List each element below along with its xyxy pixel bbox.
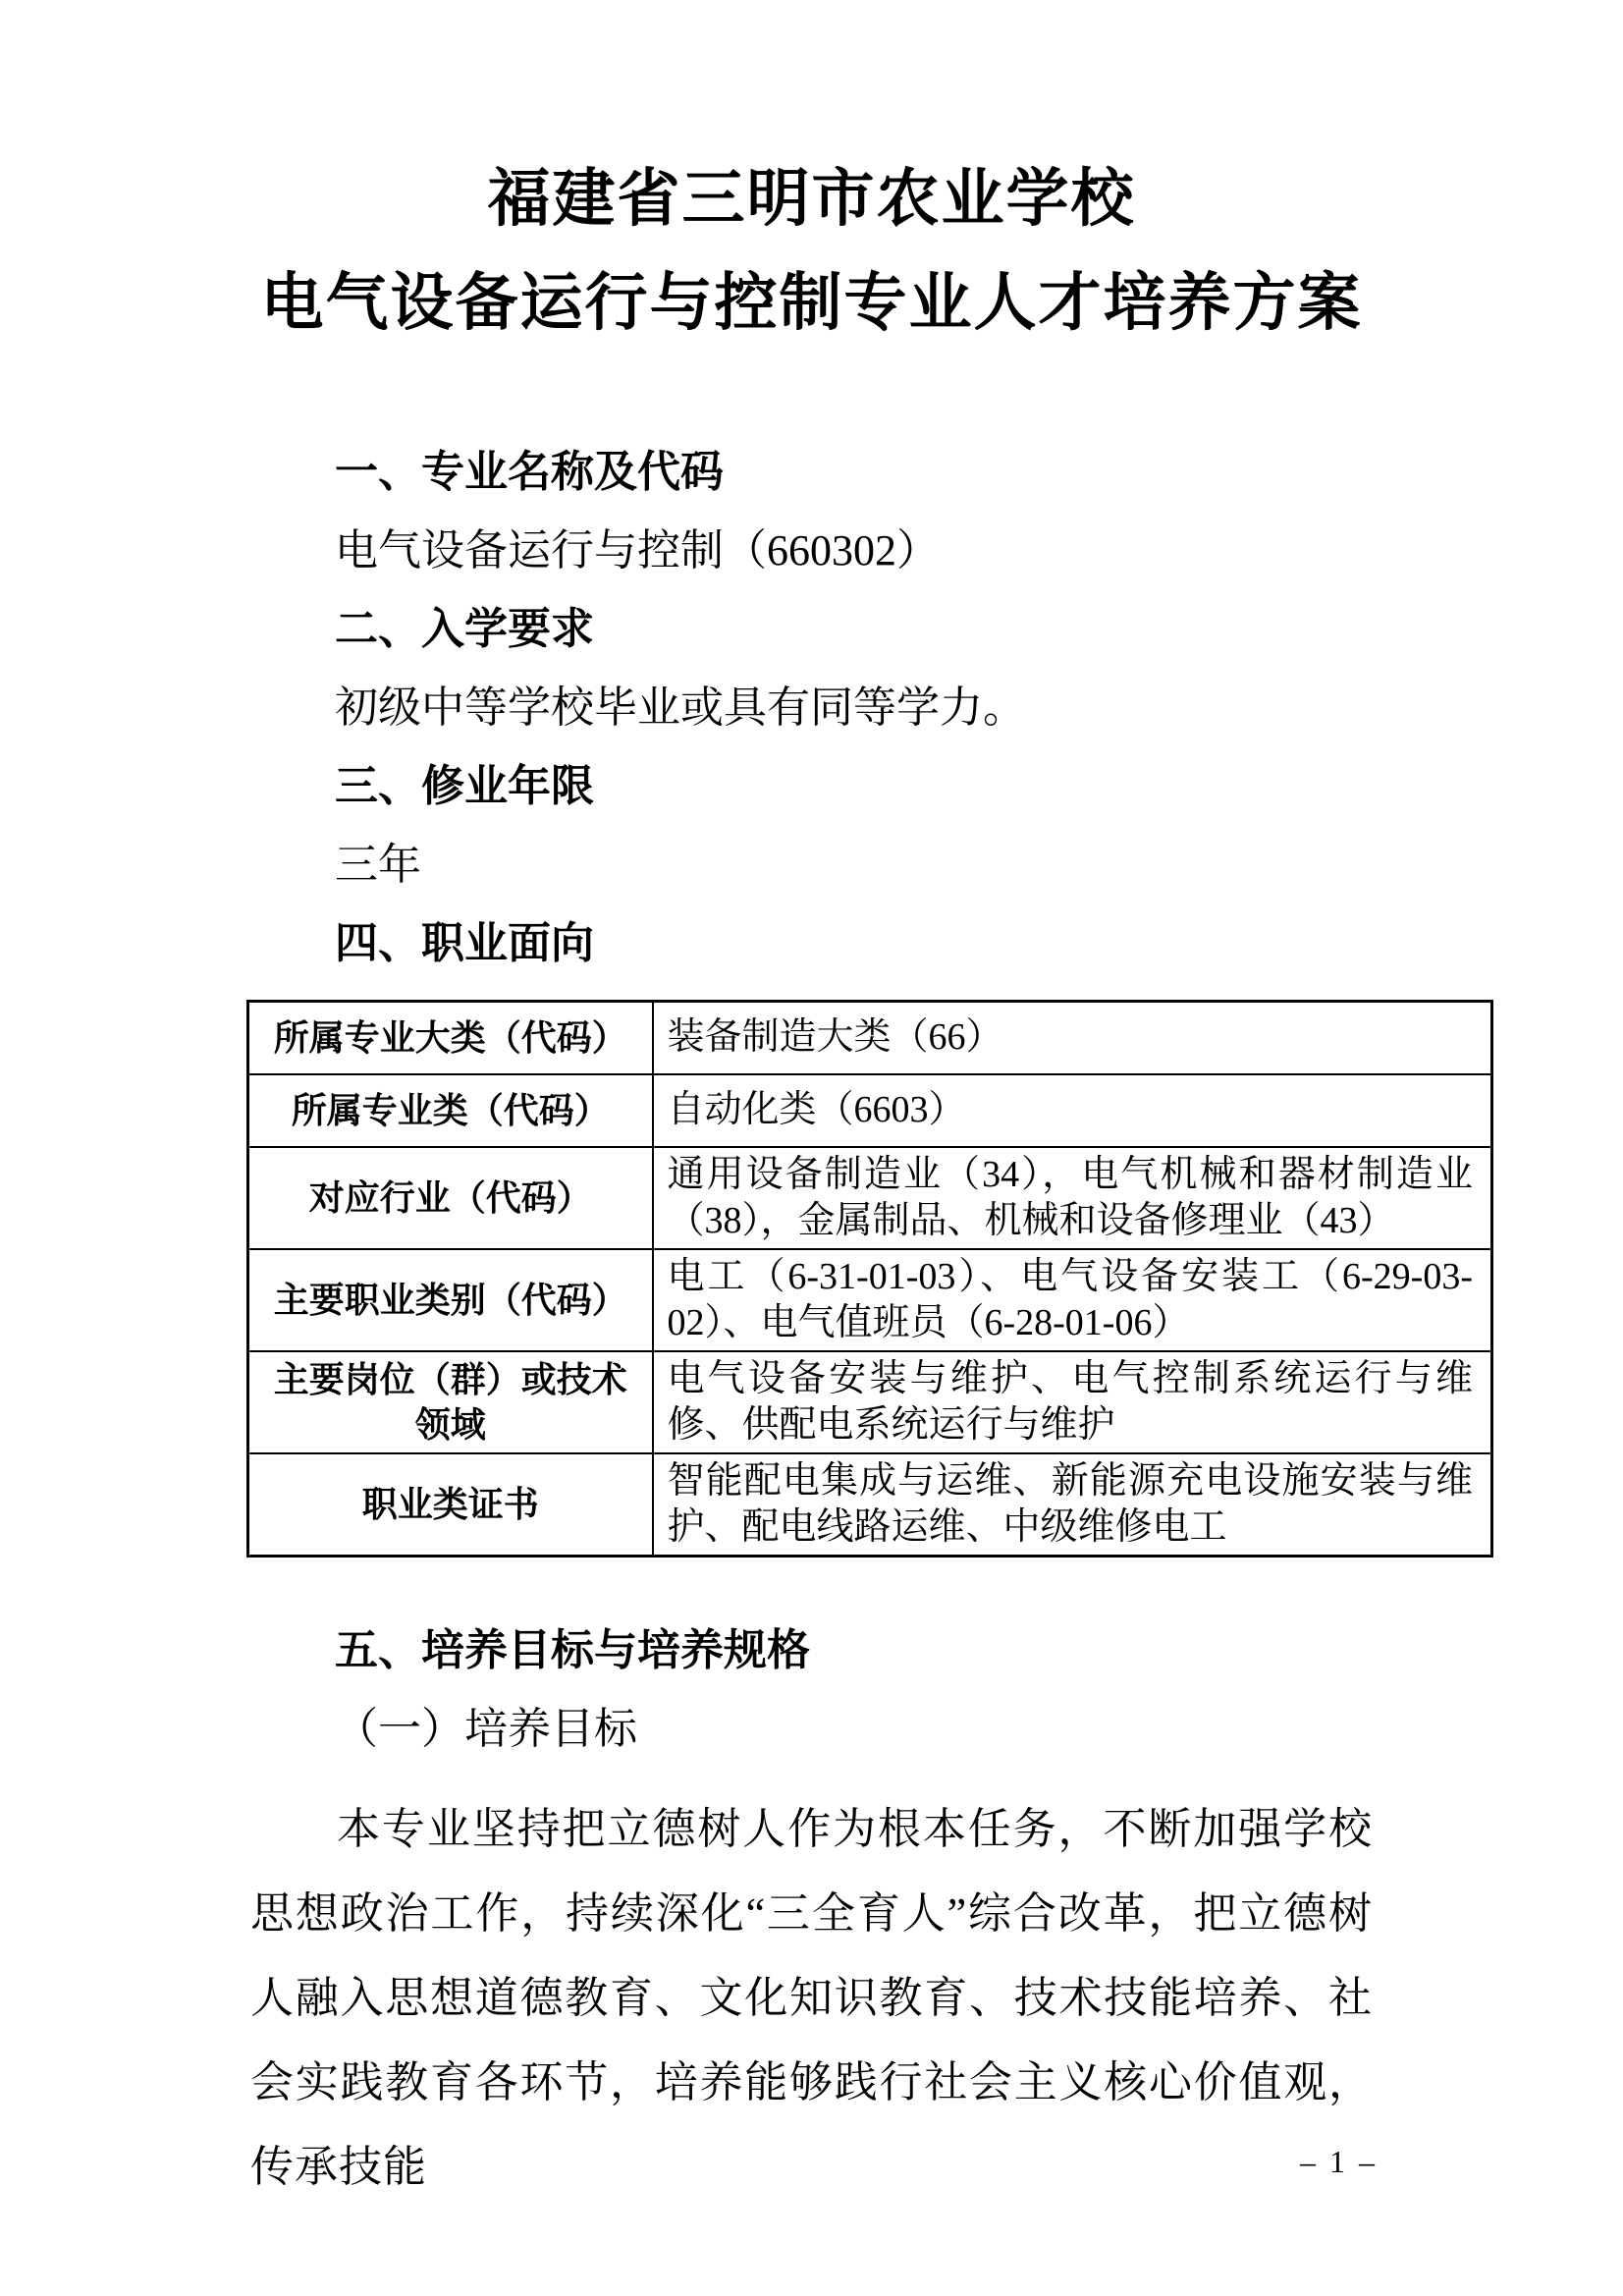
section-heading-3: 三、修业年限	[335, 762, 594, 810]
career-orientation-table	[246, 1000, 1493, 1558]
table-row	[248, 1453, 1492, 1557]
section-heading-5: 五、培养目标与培养规格	[335, 1625, 810, 1674]
row-label-cell: 职业类证书	[248, 1453, 653, 1557]
section-heading-2: 二、入学要求	[335, 605, 594, 653]
row-value-cell: 电气设备安装与维护、电气控制系统运行与维修、供配电系统运行与维护	[653, 1351, 1492, 1453]
row-label-cell: 对应行业（代码）	[248, 1147, 653, 1249]
table-row	[248, 1249, 1492, 1351]
row-value-cell: 自动化类（6603）	[653, 1074, 1492, 1147]
row-label-cell: 所属专业类（代码）	[248, 1074, 653, 1147]
section-body-3: 三年	[335, 841, 421, 889]
table-row	[248, 1351, 1492, 1453]
row-label-cell: 主要岗位（群）或技术领域	[248, 1351, 653, 1453]
title-line-2: 电气设备运行与控制专业人才培养方案	[260, 268, 1363, 338]
training-objective-paragraph: 本专业坚持把立德树人作为根本任务，不断加强学校思想政治工作，持续深化“三全育人”综合改革，把立德树人融入思想道德教育、文化知识教育、技术技能培养、社会实践教育各环节，培养能够践行社会主义核心价值观，传承技能	[250, 1804, 1373, 2191]
section-heading-4: 四、职业面向	[335, 919, 594, 967]
row-value-cell: 智能配电集成与运维、新能源充电设施安装与维护、配电线路运维、中级维修电工	[653, 1453, 1492, 1557]
subsection-heading-training-objective: （一）培养目标	[335, 1704, 637, 1753]
row-value-cell: 电工（6-31-01-03）、电气设备安装工（6-29-03-02）、电气值班员（6-28-01-06）	[653, 1249, 1492, 1351]
table-row	[248, 1074, 1492, 1147]
section-body-1: 电气设备运行与控制（660302）	[335, 526, 940, 574]
section-heading-1: 一、专业名称及代码	[335, 448, 724, 496]
title-line-1: 福建省三明市农业学校	[487, 164, 1136, 234]
section-body-2: 初级中等学校毕业或具有同等学力。	[335, 683, 1026, 732]
page-number: – 1 –	[1300, 2144, 1378, 2179]
row-label-cell: 所属专业大类（代码）	[248, 1002, 653, 1074]
document-title	[250, 147, 1373, 355]
row-value-cell: 装备制造大类（66）	[653, 1002, 1492, 1074]
table-row	[248, 1147, 1492, 1249]
row-value-cell: 通用设备制造业（34），电气机械和器材制造业（38），金属制品、机械和设备修理业（43）	[653, 1147, 1492, 1249]
table-row	[248, 1002, 1492, 1074]
row-label-cell: 主要职业类别（代码）	[248, 1249, 653, 1351]
